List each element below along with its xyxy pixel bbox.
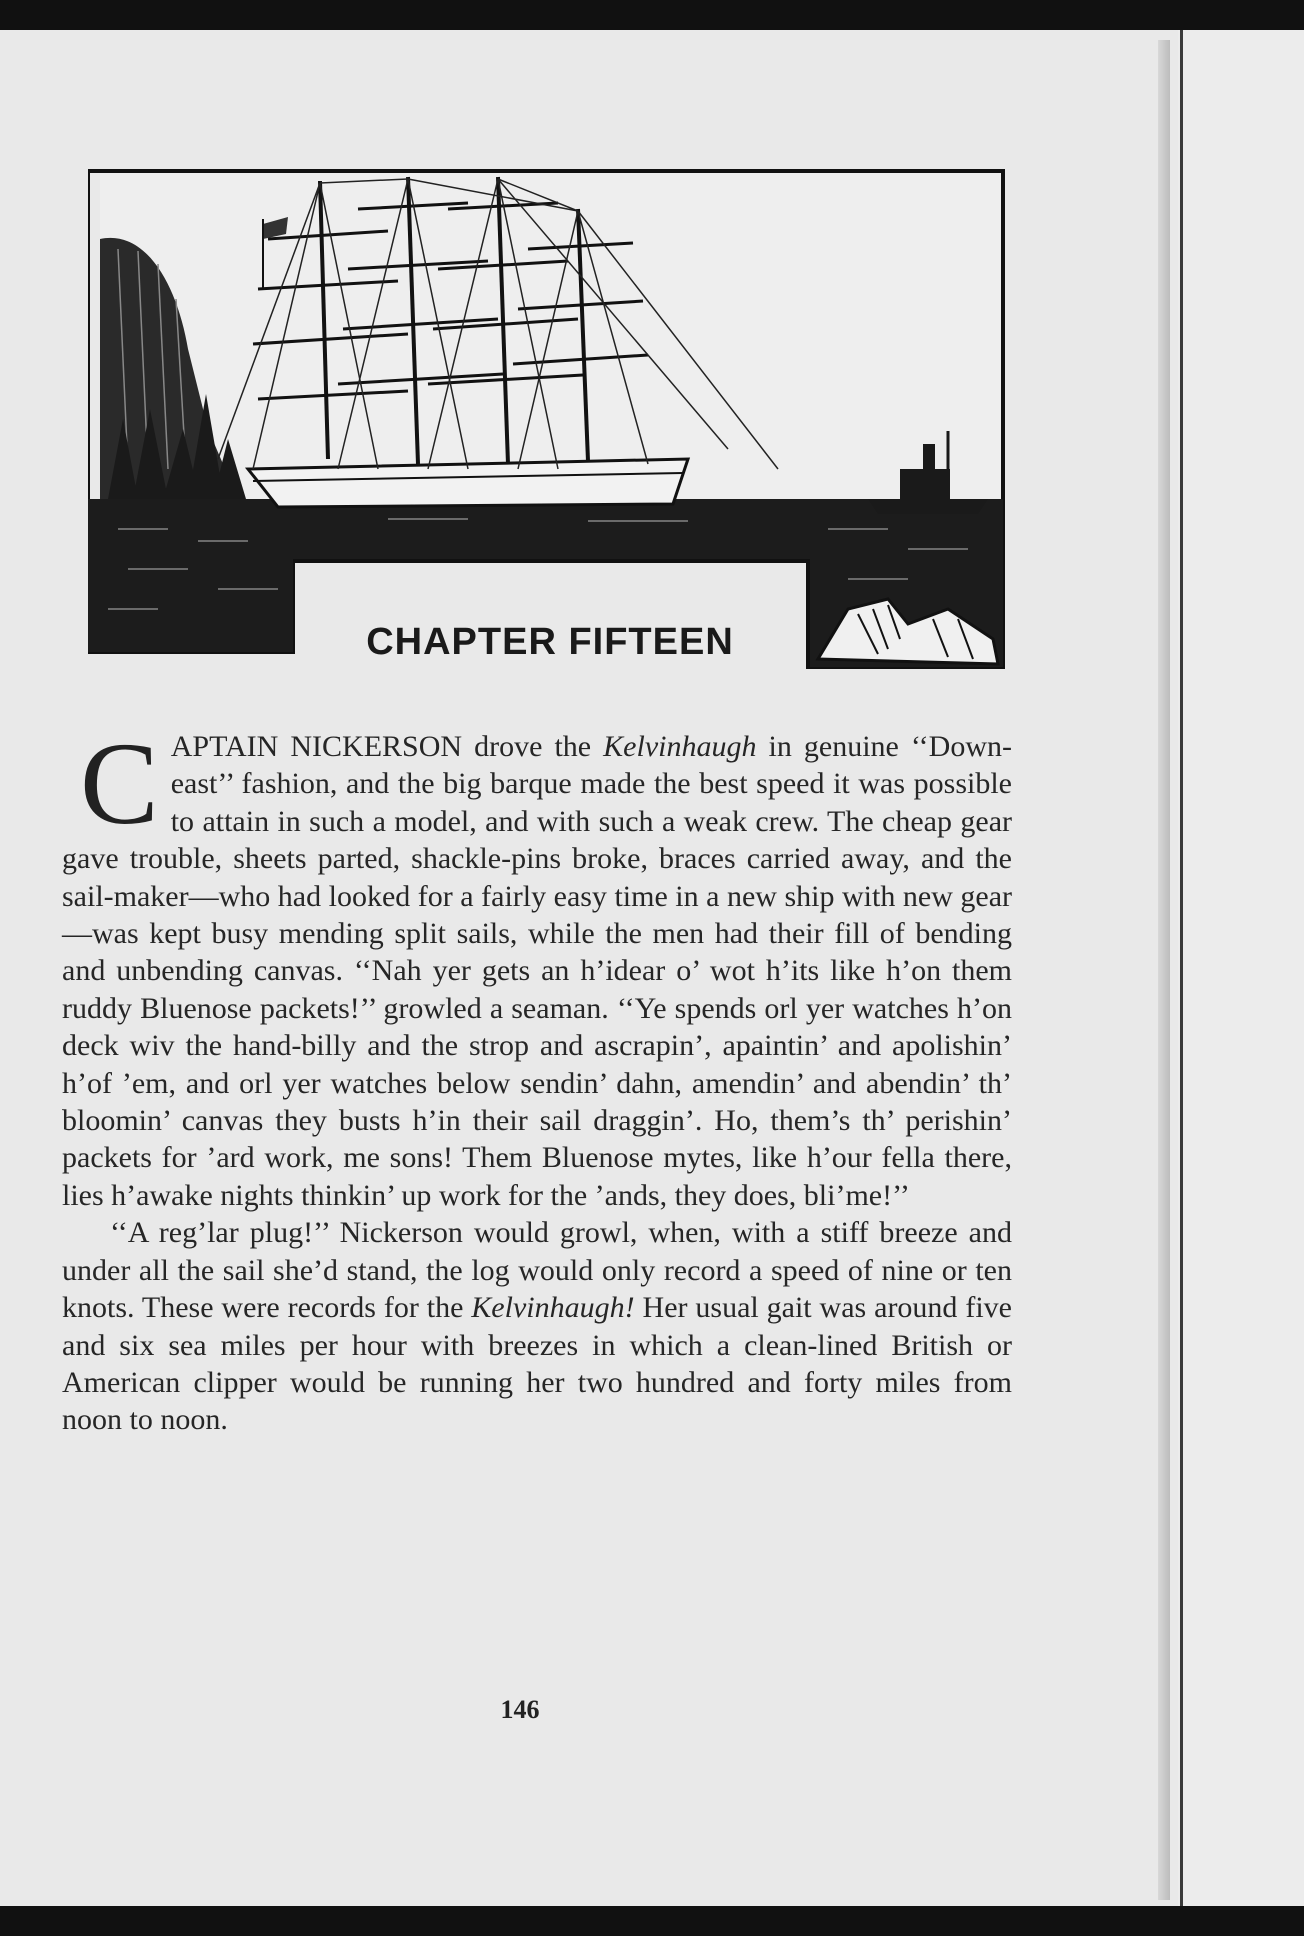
scan-top-border [0,0,1304,34]
paragraph-2-opening: ‘‘A reg’lar plug!’’ Nickerson would growl, when, with a stiff breeze and under all the sail she’d stand, the log would only record a speed of nine or ten knots. These were records for the [62,1216,1012,1325]
page-gutter-shadow [1158,40,1170,1900]
paragraph-2 [62,1214,1012,1438]
page-gutter [1180,30,1183,1910]
chapter-body-text [62,718,1012,1439]
page-number: 146 [500,1695,540,1724]
facing-page-edge [1178,30,1304,1910]
paragraph-2-text: Her usual gait was around five and six sea miles per hour with breezes in which a clean-lined British or American clipper would be running her two hundred and forty miles from noon to noon. [62,1291,1012,1437]
scan-bottom-border [0,1906,1304,1936]
ship-name: Kelvinhaugh! [471,1291,635,1325]
drop-cap: C [80,718,159,849]
paragraph-1 [62,718,1012,1214]
paragraph-1-opening: APTAIN NICKERSON drove the [170,730,604,763]
paragraph-1-text: in genuine ‘‘Down-east’’ fashion, and the big barque made the best speed it was possible to attain in such a model, and with such a weak crew. The cheap gear gave trouble, sheets parted, shackle-pins broke, braces carried away, and the sail-maker—who had looked for a fairly easy time in a new ship with new gear—was kept busy mending split sails, while the men had their fill of bending and unbending canvas. ‘‘Nah yer gets an h’idear o’ wot h’its like h’on them ruddy Bluenose packets!’’ growled a seaman. ‘‘Ye spends orl yer watches h’on deck wiv the hand-billy and the strop and ascrapin’, apaintin’ and apolishin’ h’of ’em, and orl yer watches below sendin’ dahn, amendin’ and abendin’ th’ bloomin’ canvas they busts h’in their sail draggin’. Ho, them’s th’ perishin’ packets for ’ard work, me sons! Them Bluenose mytes, like h’our fella there, lies h’awake nights thinkin’ up work for the ’ands, they does, bli’me!’’ [62,730,1012,1212]
chapter-illustration [88,169,1008,669]
chapter-title: CHAPTER FIFTEEN [366,621,734,663]
ship-name: Kelvinhaugh [603,730,757,763]
